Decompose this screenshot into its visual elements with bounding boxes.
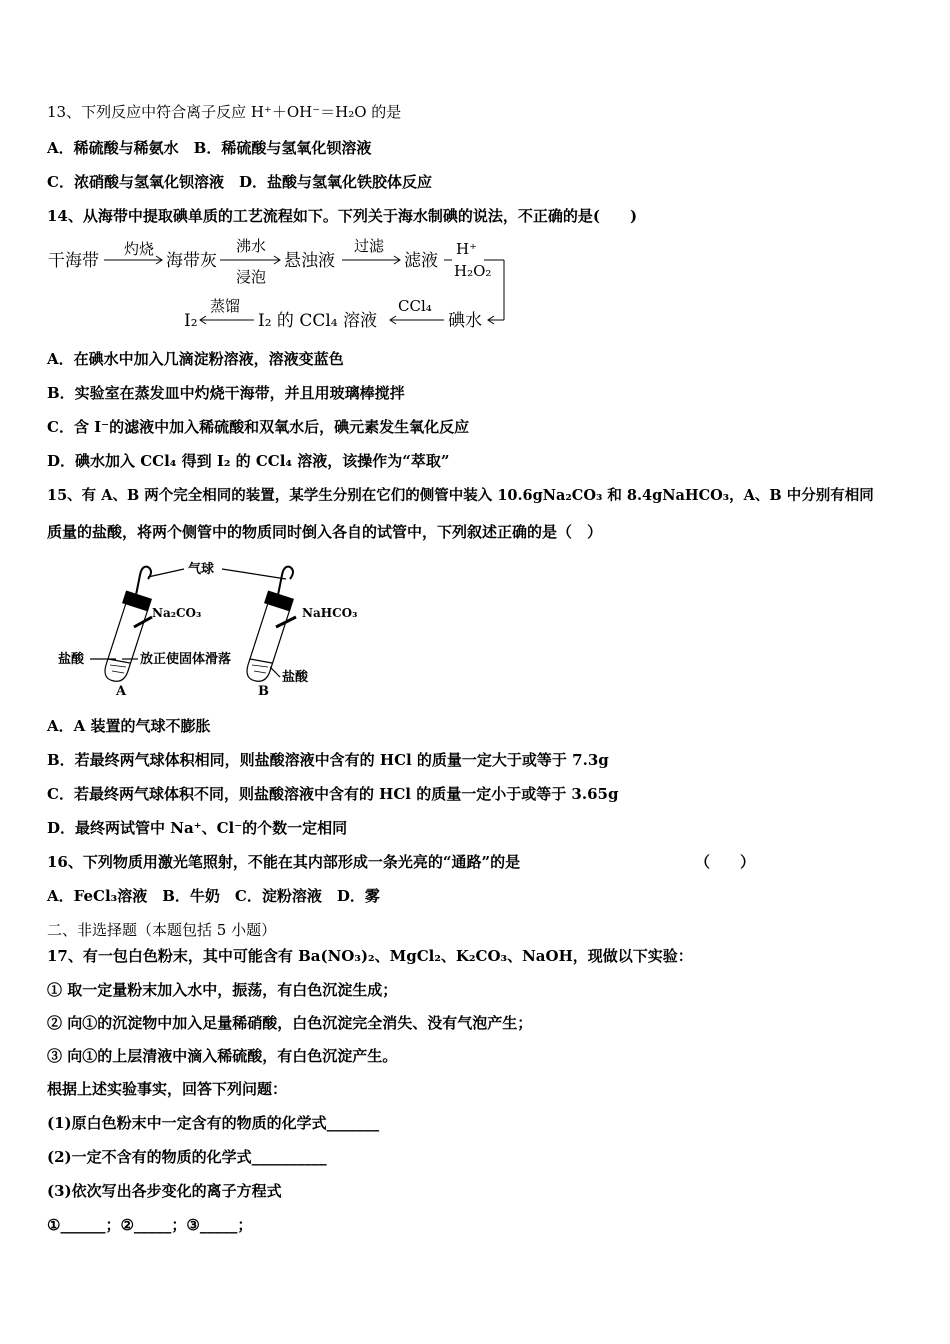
q15-option-d: D．最终两试管中 Na⁺、Cl⁻的个数一定相同 <box>47 819 348 837</box>
flow-label-distill: 蒸馏 <box>210 297 241 315</box>
q13-options-cd: C．浓硝酸与氢氧化钡溶液 D．盐酸与氢氧化铁胶体反应 <box>47 173 432 191</box>
q15-stem-line1: 15、有 A、B 两个完全相同的装置，某学生分别在它们的侧管中装入 10.6gNa₂CO₃ 和 8.4gNaHCO₃，A、B 中分别有相同 <box>47 487 874 504</box>
flow-node-i2: I₂ <box>184 311 198 331</box>
leader-acid-b <box>270 667 280 677</box>
label-balloon: 气球 <box>188 562 215 577</box>
q14-stem: 14、从海带中提取碘单质的工艺流程如下。下列关于海水制碘的说法，不正确的是( ) <box>47 207 638 225</box>
q17-step-1: ① 取一定量粉末加入水中，振荡，有白色沉淀生成； <box>47 981 398 999</box>
flow-label-boiling-water: 沸水 <box>236 237 267 255</box>
q15-option-a: A．A 装置的气球不膨胀 <box>47 717 211 735</box>
flow-label-burn: 灼烧 <box>124 240 155 258</box>
q14-option-d: D．碘水加入 CCl₄ 得到 I₂ 的 CCl₄ 溶液，该操作为“萃取” <box>47 452 450 470</box>
flow-label-filter: 过滤 <box>354 237 385 255</box>
label-nahco3: NaHCO₃ <box>302 606 358 620</box>
q17-intro: 根据上述实验事实，回答下列问题： <box>47 1080 288 1098</box>
balloon-apparatus-figure <box>56 555 376 705</box>
q17-part-1: (1)原白色粉末中一定含有的物质的化学式_______ <box>47 1114 380 1132</box>
label-a: A <box>116 684 127 699</box>
q17-step-2: ② 向①的沉淀物中加入足量稀硝酸，白色沉淀完全消失、没有气泡产生； <box>47 1014 533 1032</box>
section-2-heading: 二、非选择题（本题包括 5 小题） <box>47 921 277 939</box>
flow-label-soak: 浸泡 <box>236 268 267 286</box>
q16-options: A．FeCl₃溶液 B．牛奶 C．淀粉溶液 D．雾 <box>47 887 380 905</box>
q17-part-3: (3)依次写出各步变化的离子方程式 <box>47 1182 282 1200</box>
flow-node-dry-kelp: 干海带 <box>48 251 99 271</box>
flow-label-ccl4: CCl₄ <box>398 297 432 315</box>
q17-stem: 17、有一包白色粉末，其中可能含有 Ba(NO₃)₂、MgCl₂、K₂CO₃、NaOH，现做以下实验： <box>47 947 693 965</box>
leader-balloon-a <box>148 569 184 577</box>
q13-stem: 13、下列反应中符合离子反应 H⁺＋OH⁻＝H₂O 的是 <box>47 103 402 121</box>
q14-option-b: B．实验室在蒸发皿中灼烧干海带，并且用玻璃棒搅拌 <box>47 384 405 402</box>
flow-node-suspension: 悬浊液 <box>284 251 335 271</box>
q13-options-ab: A．稀硫酸与稀氨水 B．稀硫酸与氢氧化钡溶液 <box>47 139 372 157</box>
flow-node-filtrate: 滤液 <box>404 251 438 271</box>
iodine-flow-diagram <box>44 232 514 338</box>
q16-answer-paren: （ ） <box>695 853 756 871</box>
flow-node-kelp-ash: 海带灰 <box>166 251 217 271</box>
flow-node-iodine-water: 碘水 <box>448 311 482 331</box>
q14-option-c: C．含 I⁻的滤液中加入稀硫酸和双氧水后，碘元素发生氧化反应 <box>47 418 470 436</box>
tube-b <box>247 567 296 682</box>
q17-part-2: (2)一定不含有的物质的化学式__________ <box>47 1148 327 1166</box>
q16-stem: 16、下列物质用激光笔照射，不能在其内部形成一条光亮的“通路”的是 <box>47 853 521 871</box>
flow-reagent-h-plus: H⁺ <box>456 240 477 258</box>
q15-stem-line2: 质量的盐酸，将两个侧管中的物质同时倒入各自的试管中，下列叙述正确的是（ ） <box>47 523 603 541</box>
q15-option-b: B．若最终两气球体积相同，则盐酸溶液中含有的 HCl 的质量一定大于或等于 7.3g <box>47 751 609 769</box>
flow-reagent-h2o2: H₂O₂ <box>454 262 492 280</box>
label-acid-a: 盐酸 <box>58 652 85 667</box>
leader-balloon-b <box>222 569 286 579</box>
q14-option-a: A．在碘水中加入几滴淀粉溶液，溶液变蓝色 <box>47 350 344 368</box>
q15-option-c: C．若最终两气球体积不同，则盐酸溶液中含有的 HCl 的质量一定小于或等于 3.65g <box>47 785 619 803</box>
q17-part-3-blanks: ①______；②_____；③_____； <box>47 1216 253 1234</box>
q17-step-3: ③ 向①的上层清液中滴入稀硫酸，有白色沉淀产生。 <box>47 1047 398 1065</box>
flow-node-i2-in-ccl4: I₂ 的 CCl₄ 溶液 <box>258 311 378 331</box>
label-acid-b: 盐酸 <box>282 670 309 685</box>
label-na2co3: Na₂CO₃ <box>152 606 202 620</box>
label-b: B <box>258 684 269 699</box>
label-slide-note: 放正使固体滑落 <box>140 652 232 667</box>
